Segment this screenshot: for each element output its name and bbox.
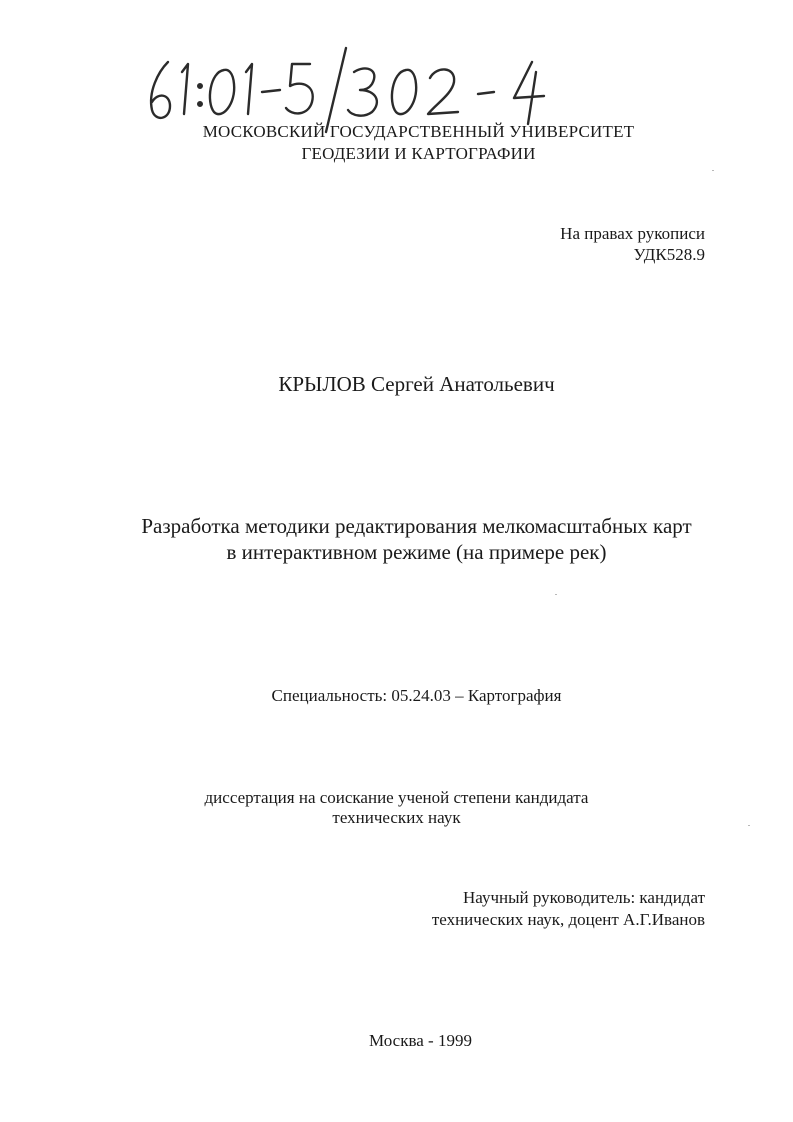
city-and-year: Москва - 1999: [369, 1031, 472, 1050]
university-name-line1: МОСКОВСКИЙ ГОСУДАРСТВЕННЫЙ УНИВЕРСИТЕТ: [202, 122, 635, 141]
supervisor-line2: технических наук, доцент А.Г.Иванов: [431, 910, 705, 929]
author-name: КРЫЛОВ Сергей Анатольевич: [278, 372, 555, 396]
udk-code: УДК528.9: [633, 245, 705, 264]
dissertation-degree-line2: технических наук: [332, 808, 461, 827]
specialty: Специальность: 05.24.03 – Картография: [271, 686, 562, 705]
scan-speck: [555, 594, 557, 595]
supervisor-line1: Научный руководитель: кандидат: [463, 888, 705, 907]
dissertation-title-line2: в интерактивном режиме (на примере рек): [226, 540, 607, 564]
manuscript-rights-note: На правах рукописи: [560, 224, 705, 243]
dissertation-title-line1: Разработка методики редактирования мелкомасштабных карт: [141, 514, 692, 538]
university-name-line2: ГЕОДЕЗИИ И КАРТОГРАФИИ: [301, 144, 536, 163]
scan-speck: [712, 170, 714, 171]
handwritten-archive-code: [140, 42, 570, 134]
dissertation-degree-line1: диссертация на соискание ученой степени кандидата: [204, 788, 589, 807]
scan-speck: [748, 825, 750, 826]
